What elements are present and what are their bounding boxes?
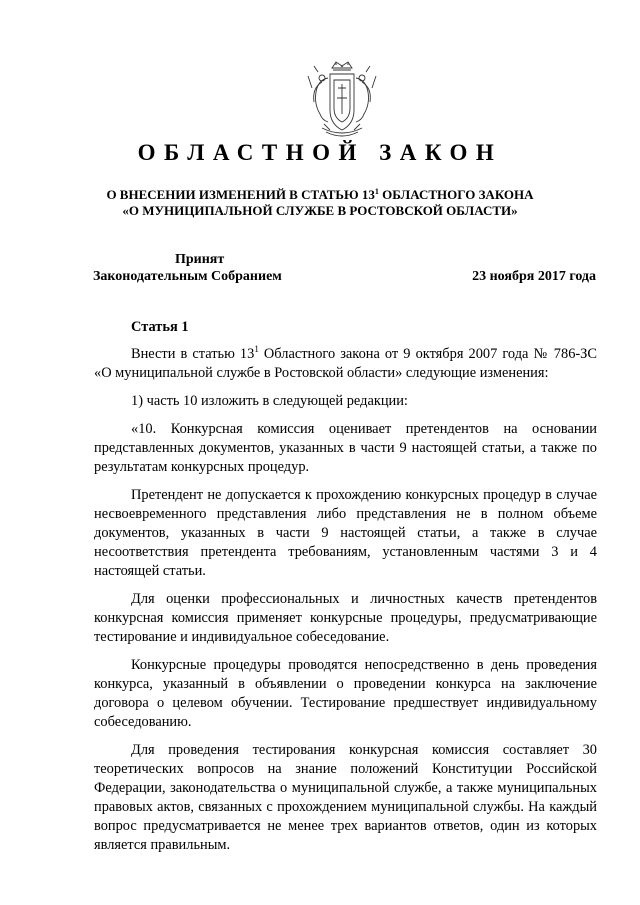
law-subtitle [60,187,580,219]
adopted-label: Принят [175,252,225,267]
article-item-1: 1) часть 10 изложить в следующей редакции: [131,393,408,409]
paragraph: Претендент не допускается к прохождению конкурсных процедур в случае несвоевременного представления либо представления не в полном объеме документов, указанных в части 9 настоящей статьи, а также в случае несоответствия претендента требованиям, установленным частями 3 и 4 настоящей статьи. [94,487,597,579]
article-heading: Статья 1 [131,319,189,335]
law-title: ОБЛАСТНОЙ ЗАКОН [137,140,503,165]
article-intro: Внести в статью $13^1$ Областного закона от 9 октября 2007 года № 786-ЗС «О муниципальной службе в Ростовской области» следующие изменения: [94,344,597,381]
coat-of-arms-icon [300,58,384,142]
paragraph: Конкурсные процедуры проводятся непосредственно в день проведения конкурса, указанный в объявлении о проведении конкурса на заключение договора о целевом обучении. Тестирование предшествует индивидуальному собеседованию. [94,657,597,730]
paragraph: «10. Конкурсная комиссия оценивает претендентов на основании представленных документов, указанных в части 9 настоящей статьи, а также по результатам конкурсных процедур. [94,421,597,475]
adoption-date: 23 ноября 2017 года [472,269,596,284]
subtitle-line-2: «О МУНИЦИПАЛЬНОЙ СЛУЖБЕ В РОСТОВСКОЙ ОБЛАСТИ» [122,203,518,218]
adopted-by: Законодательным Собранием [93,269,282,284]
law-body [94,318,597,864]
paragraph: Для оценки профессиональных и личностных качеств претендентов конкурсная комиссия применяет конкурсные процедуры, предусматривающие тестирование и индивидуальное собеседование. [94,591,597,645]
paragraph: Для проведения тестирования конкурсная комиссия составляет 30 теоретических вопросов на знание положений Конституции Российской Федерации, законодательства о муниципальной службе, а также муниципальных правовых актов, связанных с прохождением муниципальной службы. На каждый вопрос предусматривается не менее трех вариантов ответов, один из которых является правильным. [94,742,597,853]
subtitle-line-1: О ВНЕСЕНИИ ИЗМЕНЕНИЙ В СТАТЬЮ $13^1$ ОБЛАСТНОГО ЗАКОНА [106,187,534,202]
adoption-block [93,251,598,285]
